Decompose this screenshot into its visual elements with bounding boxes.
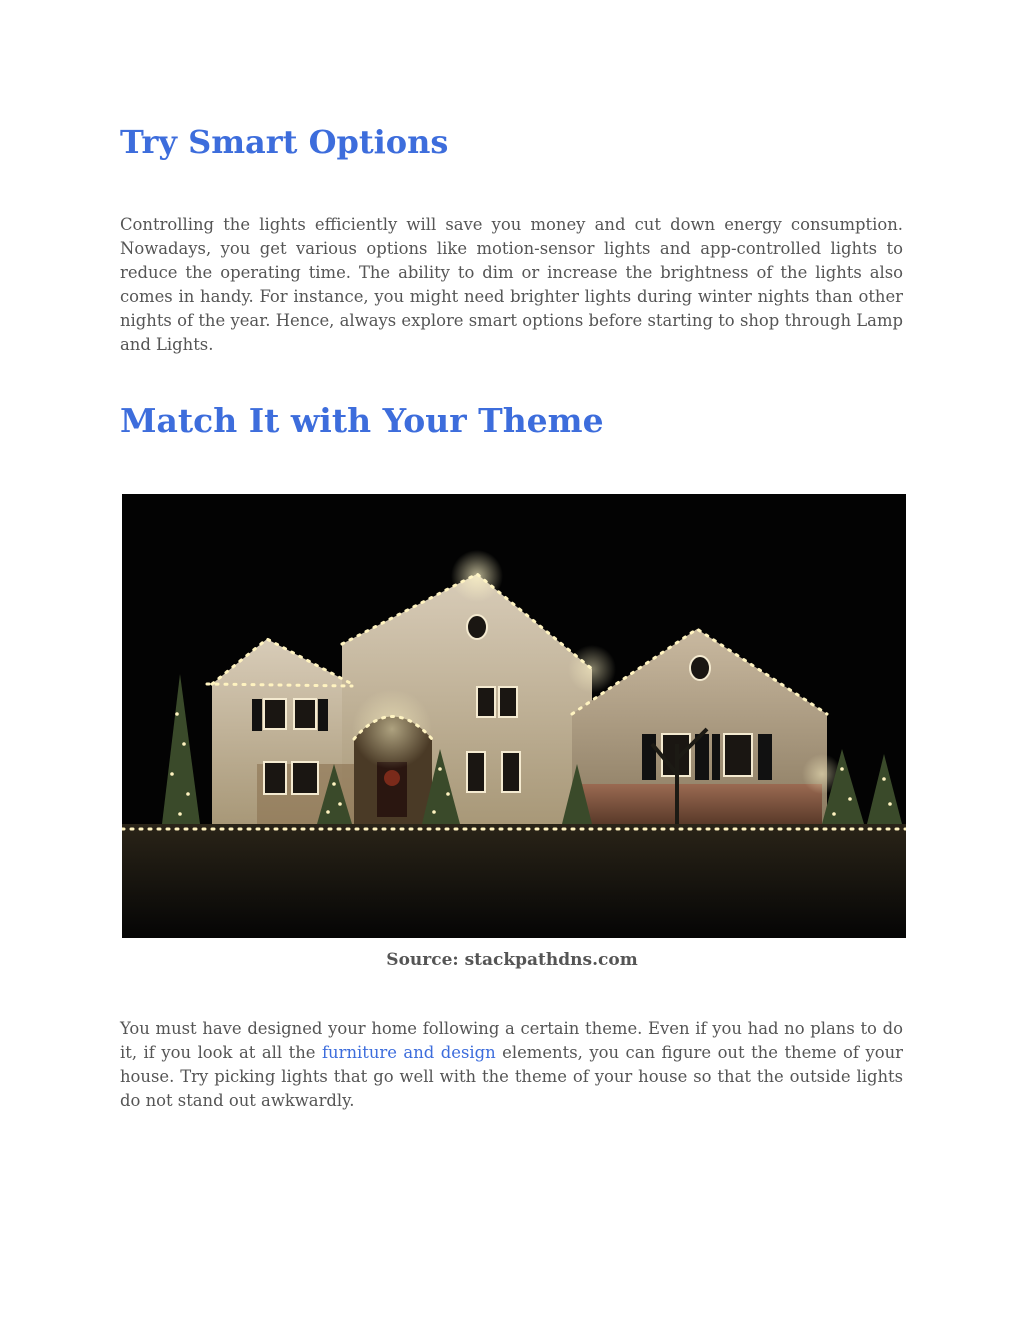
section-heading-smart-options: Try Smart Options	[120, 123, 449, 161]
smart-options-paragraph: Controlling the lights efficiently will save you money and cut down energy consumption. Nowadays, you get various options like motion-sensor lights and app-controlled lights to reduce the operating time. The ability to dim or increase the brightness of the lights also comes in handy. For instance, you might need brighter lights during winter nights than other nights of the year. Hence, always explore smart options before starting to shop through Lamp and Lights.	[120, 215, 903, 354]
paragraph-text-after-link: elements, you can figure out the theme of your house. Try picking lights that go well with the theme of your house so that the outside lights do not stand out awkwardly.	[120, 1043, 903, 1110]
match-theme-paragraph	[120, 1017, 903, 1113]
image-caption: Source: stackpathdns.com	[386, 950, 638, 970]
section-heading-match-theme: Match It with Your Theme	[120, 401, 604, 440]
house-lights-photo	[122, 494, 906, 938]
furniture-and-design-link[interactable]: furniture and design	[321, 1043, 496, 1062]
paragraph-text-before-link: You must have designed your home following a certain theme. Even if you had no plans to do it, if you look at all the	[120, 1019, 903, 1062]
